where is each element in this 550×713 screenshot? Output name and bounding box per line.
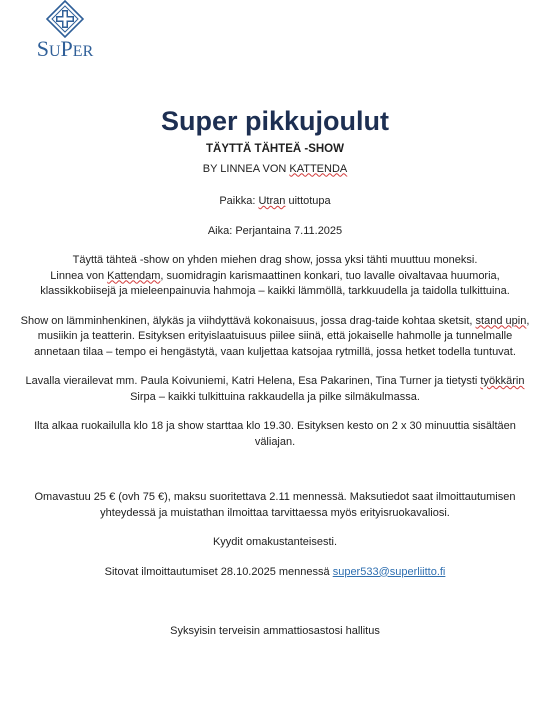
paragraph-schedule: Ilta alkaa ruokailulla klo 18 ja show starttaa klo 19.30. Esityksen kesto on 2 x 30 minuuttia sisältäen väliajan. xyxy=(34,420,516,448)
document-body xyxy=(20,104,530,640)
registration-email-link[interactable]: super533@superliitto.fi xyxy=(332,565,446,578)
time-line: Aika: Perjantaina 7.11.2025 xyxy=(207,224,343,237)
transport-info: Kyydit omakustanteisesti. xyxy=(212,536,338,548)
payment-info: Omavastuu 25 € (ovh 75 €), maksu suoritettava 2.11 mennessä. Maksutiedot saat ilmoittautumisen yhteydessä ja muistathan ilmoittaa tarvittaessa myös erityisruokavaliosi. xyxy=(34,491,516,519)
super-logo xyxy=(30,0,100,64)
paragraph-show: Show on lämminhenkinen, älykäs ja viihdyttävä kokonaisuus, jossa drag-taide kohtaa sketsit, stand upin, musiikin ja teatterin. Esityksen erityislaatuisuus piilee siinä, että jokaiselle hahmolle ja tunnelmalle annetaan tilaa – tempo ei hengästytä, vaan kuljettaa katsojaa rytmillä, jossa hetket todella tuntuvat. xyxy=(20,314,530,358)
logo-wordmark: SUPER xyxy=(36,36,94,61)
registration-info: Sitovat ilmoittautumiset 28.10.2025 mennessä super533@superliitto.fi xyxy=(104,565,446,578)
signature: Syksyisin terveisin ammattiosastosi hallitus xyxy=(170,625,380,637)
logo-emblem-icon xyxy=(46,0,84,38)
page-title: Super pikkujoulut xyxy=(160,106,389,136)
paragraph-guests: Lavalla vierailevat mm. Paula Koivuniemi, Katri Helena, Esa Pakarinen, Tina Turner ja tietysti työkkärin Sirpa – kaikki tulkittuina rakkaudella ja pilke silmäkulmassa. xyxy=(25,375,525,403)
paragraph-intro: Täyttä tähteä -show on yhden miehen drag show, jossa yksi tähti muuttuu moneksi. Linnea von Kattendam, suomidragin karismaattinen konkari, tuo lavalle oivaltavaa huumoria, klassikkobiisejä ja mieleenpainuvia hahmoja – kaikki lämmöllä, tarkkuudella ja taidolla tulkittuina. xyxy=(40,254,510,297)
show-subtitle: TÄYTTÄ TÄHTEÄ -SHOW xyxy=(206,143,344,155)
byline: BY LINNEA VON KATTENDA xyxy=(202,162,348,175)
place-line: Paikka: Utran uittotupa xyxy=(219,195,331,207)
